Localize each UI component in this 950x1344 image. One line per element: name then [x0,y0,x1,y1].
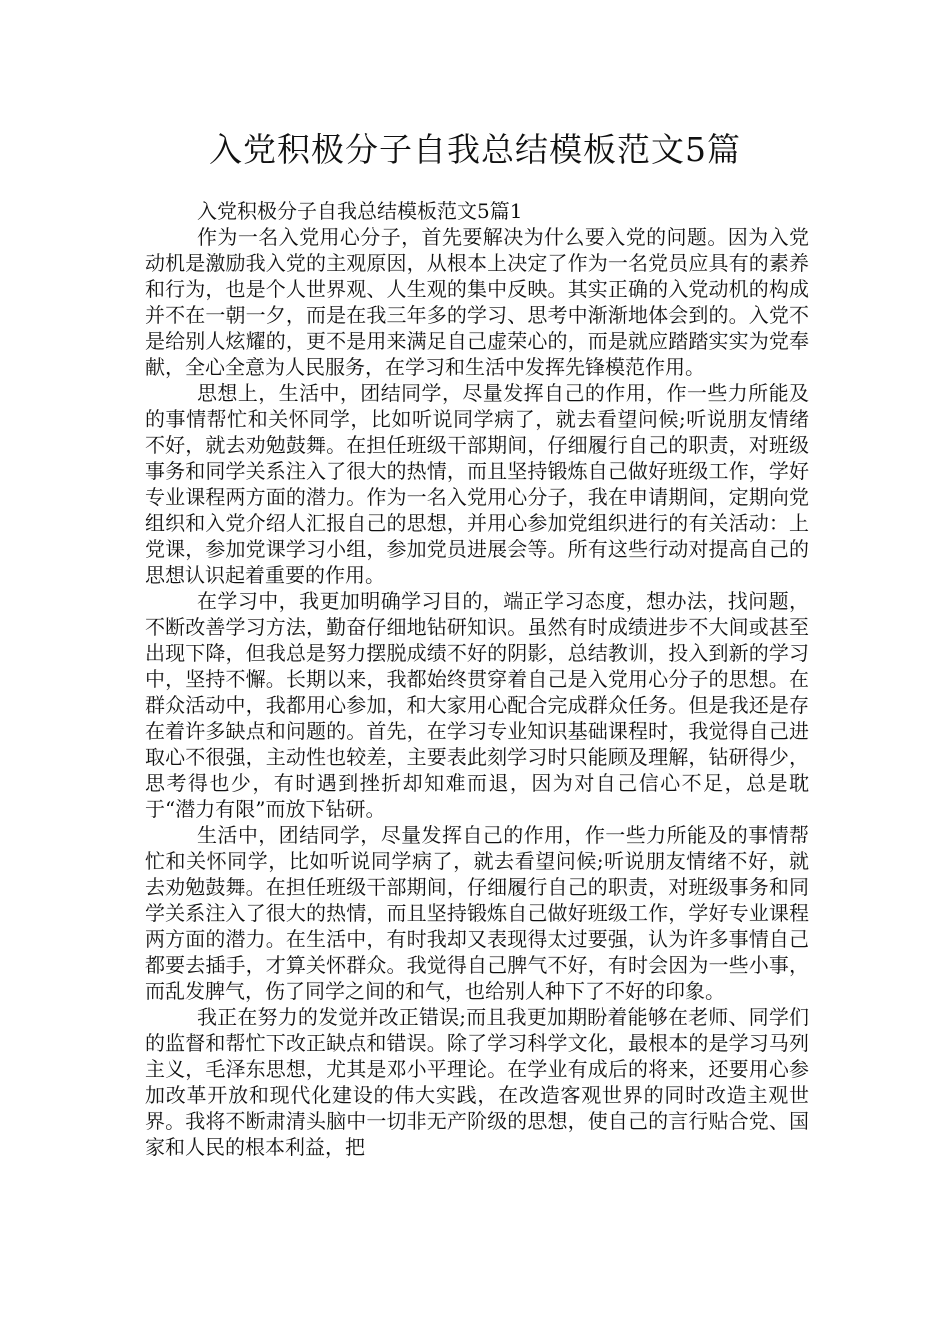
body-paragraph: 思想上，生活中，团结同学，尽量发挥自己的作用，作一些力所能及的事情帮忙和关怀同学，比如听说同学病了，就去看望问候;听说朋友情绪不好，就去劝勉鼓舞。在担任班级干部期间，仔细履行自己的职责，对班级事务和同学关系注入了很大的热情，而且坚持锻炼自己做好班级工作，学好专业课程两方面的潜力。作为一名入党用心分子，我在申请期间，定期向党组织和入党介绍人汇报自己的思想，并用心参加党组织进行的有关活动：上党课，参加党课学习小组，参加党员进展会等。所有这些行动对提高自己的思想认识起着重要的作用。 [145,381,809,587]
document-body [145,198,809,1160]
body-paragraph: 我正在努力的发觉并改正错误;而且我更加期盼着能够在老师、同学们的监督和帮忙下改正缺点和错误。除了学习科学文化，最根本的是学习马列主义，毛泽东思想，尤其是邓小平理论。在学业有成后的将来，还要用心参加改革开放和现代化建设的伟大实践，在改造客观世界的同时改造主观世界。我将不断肃清头脑中一切非无产阶级的思想，使自己的言行贴合党、国家和人民的根本利益，把 [145,1005,809,1159]
body-paragraph: 作为一名入党用心分子，首先要解决为什么要入党的问题。因为入党动机是激励我入党的主观原因，从根本上决定了作为一名党员应具有的素养和行为，也是个人世界观、人生观的集中反映。其实正确的入党动机的构成并不在一朝一夕，而是在我三年多的学习、思考中渐渐地体会到的。入党不是给别人炫耀的，更不是用来满足自己虚荣心的，而是就应踏踏实实为党奉献，全心全意为人民服务，在学习和生活中发挥先锋模范作用。 [145,225,809,379]
body-paragraph: 生活中，团结同学，尽量发挥自己的作用，作一些力所能及的事情帮忙和关怀同学，比如听说同学病了，就去看望问候;听说朋友情绪不好，就去劝勉鼓舞。在担任班级干部期间，仔细履行自己的职责，对班级事务和同学关系注入了很大的热情，而且坚持锻炼自己做好班级工作，学好专业课程两方面的潜力。在生活中，有时我却又表现得太过要强，认为许多事情自己都要去插手，才算关怀群众。我觉得自己脾气不好，有时会因为一些小事，而乱发脾气，伤了同学之间的和气，也给别人种下了不好的印象。 [145,823,809,1003]
document-title: 入党积极分子自我总结模板范文5篇 [209,130,741,169]
body-paragraph: 在学习中，我更加明确学习目的，端正学习态度，想办法，找问题，不断改善学习方法，勤奋仔细地钻研知识。虽然有时成绩进步不大间或甚至出现下降，但我总是努力摆脱成绩不好的阴影，总结教训，投入到新的学习中，坚持不懈。长期以来，我都始终贯穿着自己是入党用心分子的思想。在群众活动中，我都用心参加，和大家用心配合完成群众任务。但是我还是存在着许多缺点和问题的。首先，在学习专业知识基础课程时，我觉得自己进取心不很强，主动性也较差，主要表此刻学习时只能顾及理解，钻研得少，思考得也少，有时遇到挫折却知难而退，因为对自己信心不足，总是耽于“潜力有限”而放下钻研。 [145,589,809,821]
section-heading: 入党积极分子自我总结模板范文5篇1 [197,199,523,223]
